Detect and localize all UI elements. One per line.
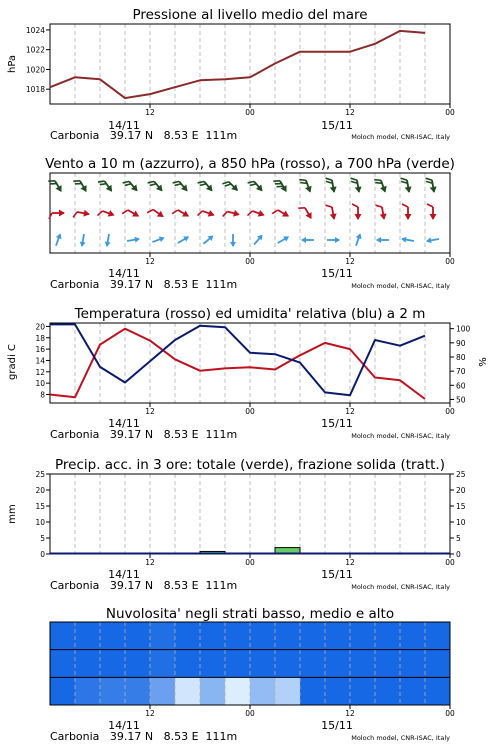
wind-barb <box>122 205 141 221</box>
y-tick-label: 1022 <box>25 45 45 55</box>
wind-barb <box>353 232 363 246</box>
cloud-cell <box>225 677 251 705</box>
wind-arrow-head <box>55 185 64 194</box>
wind-arrow-head <box>305 212 314 221</box>
wind-arrow-head <box>380 186 389 194</box>
cloud-cell <box>50 622 76 650</box>
cloud-cell <box>325 650 351 678</box>
y-tick-label: 18 <box>35 333 45 343</box>
cloud-cell <box>300 622 326 650</box>
wind-barb <box>172 205 191 221</box>
y-axis-label: hPa <box>7 54 18 74</box>
y-tick-label: 1020 <box>25 65 45 75</box>
wind-barb <box>376 237 389 243</box>
x-tick-label: 12 <box>145 709 155 718</box>
cloud-cell <box>175 650 201 678</box>
wind-barb <box>376 204 388 221</box>
credit-label: Moloch model, CNR-ISAC, Italy <box>351 583 450 591</box>
wind-barb <box>299 176 313 194</box>
credit-label: Moloch model, CNR-ISAC, Italy <box>351 282 450 290</box>
location-label: Carbonia 39.17 N 8.53 E 111m <box>50 579 238 592</box>
location-label: Carbonia 39.17 N 8.53 E 111m <box>50 278 238 291</box>
wind-arrow-head <box>426 237 432 244</box>
wind-arrow-head <box>79 241 86 247</box>
x-tick-label: 12 <box>145 407 155 416</box>
x-tick-label: 12 <box>145 558 155 567</box>
cloud-cell <box>400 650 426 678</box>
pressure-line <box>50 31 425 98</box>
cloud-cell <box>250 677 276 705</box>
x-tick-label: 12 <box>345 257 355 266</box>
day-label: 14/11 <box>108 719 140 732</box>
y-tick-label: 15 <box>35 502 45 511</box>
y-tick-label-right: 100 <box>456 324 471 334</box>
wind-barb-feather <box>352 204 358 207</box>
x-tick-label: 00 <box>245 407 255 416</box>
wind-arrow-head <box>182 210 191 219</box>
panel-precipitation <box>7 457 466 592</box>
wind-barb <box>127 236 141 244</box>
wind-barb-feather <box>376 204 382 208</box>
wind-barb <box>123 177 141 195</box>
wind-barb-feather <box>298 205 305 211</box>
cloud-cell <box>250 650 276 678</box>
cloud-cell <box>325 622 351 650</box>
wind-barb <box>374 176 388 194</box>
x-tick-label: 00 <box>445 407 455 416</box>
y-axis-label-right: % <box>478 357 489 367</box>
day-label: 15/11 <box>321 119 353 132</box>
day-label: 14/11 <box>108 568 140 581</box>
x-tick-label: 12 <box>145 257 155 266</box>
x-tick-label: 00 <box>245 108 255 117</box>
wind-barb <box>402 204 412 220</box>
panel-title: Nuvolosita' negli strati basso, medio e alto <box>105 606 395 622</box>
wind-arrow-head <box>405 186 413 193</box>
location-label: Carbonia 39.17 N 8.53 E 111m <box>50 129 238 142</box>
y-tick-label-right: 90 <box>456 338 466 348</box>
wind-arrow-head <box>56 232 63 239</box>
wind-barb <box>73 208 90 220</box>
day-label: 15/11 <box>321 568 353 581</box>
wind-barb-feather <box>402 204 408 207</box>
x-tick-label: 00 <box>245 709 255 718</box>
cloud-cell <box>350 650 376 678</box>
cloud-cell <box>425 622 451 650</box>
x-tick-label: 00 <box>445 709 455 718</box>
wind-barb <box>426 177 438 194</box>
wind-arrow-head <box>335 237 340 243</box>
wind-arrow-head <box>301 237 306 243</box>
cloud-cell <box>150 677 176 705</box>
wind-barb <box>201 233 215 246</box>
wind-barb <box>73 176 89 195</box>
x-tick-label: 12 <box>345 709 355 718</box>
day-label: 15/11 <box>321 417 353 430</box>
wind-barb <box>248 177 266 195</box>
day-label: 14/11 <box>108 267 140 280</box>
wind-barb <box>148 177 166 195</box>
wind-barb <box>426 236 440 244</box>
wind-arrow-head <box>376 237 381 243</box>
cloud-cell <box>200 677 226 705</box>
cloud-cell <box>75 622 101 650</box>
cloud-cell <box>175 622 201 650</box>
y-axis-label: gradi C <box>7 344 18 380</box>
panel-temperature-humidity <box>7 306 489 441</box>
y-tick-label-right: 0 <box>456 550 461 559</box>
x-tick-label: 12 <box>345 108 355 117</box>
wind-arrow-head <box>356 232 363 239</box>
wind-barb <box>298 203 314 222</box>
credit-label: Moloch model, CNR-ISAC, Italy <box>351 734 450 742</box>
cloud-cell <box>175 677 201 705</box>
panel-wind <box>45 156 455 291</box>
cloud-cell <box>150 650 176 678</box>
cloud-cell <box>50 650 76 678</box>
y-tick-label: 8 <box>40 390 45 400</box>
credit-label: Moloch model, CNR-ISAC, Italy <box>351 432 450 440</box>
wind-barb <box>273 176 289 195</box>
wind-arrow-head <box>80 185 89 194</box>
wind-barb <box>351 177 363 194</box>
wind-barb <box>326 204 338 221</box>
wind-barb <box>147 205 166 222</box>
wind-arrow-head <box>401 236 407 243</box>
wind-barb <box>401 177 413 194</box>
cloud-cell <box>125 622 151 650</box>
wind-barb-feather <box>426 177 432 181</box>
wind-barb <box>198 177 216 195</box>
wind-arrow-head <box>330 213 338 220</box>
panel-title: Precip. acc. in 3 ore: totale (verde), frazione solida (tratt.) <box>55 457 445 473</box>
wind-arrow-head <box>208 210 216 219</box>
wind-barb <box>326 177 338 194</box>
cloud-cell <box>125 677 151 705</box>
y-tick-label: 0 <box>40 550 45 559</box>
y-tick-label: 25 <box>35 470 45 479</box>
wind-barb <box>49 210 65 220</box>
wind-barb <box>98 177 115 196</box>
cloud-cell <box>375 622 401 650</box>
cloud-cell <box>350 677 376 705</box>
location-label: Carbonia 39.17 N 8.53 E 111m <box>50 730 238 743</box>
x-tick-label: 12 <box>345 558 355 567</box>
panel-title: Pressione al livello medio del mare <box>132 7 368 23</box>
cloud-cell <box>275 677 301 705</box>
cloud-cell <box>150 622 176 650</box>
wind-barb <box>401 236 415 244</box>
wind-barb <box>104 234 112 248</box>
x-tick-label: 00 <box>245 257 255 266</box>
cloud-cell <box>250 622 276 650</box>
cloud-cell <box>200 622 226 650</box>
cloud-cell <box>225 650 251 678</box>
wind-arrow-head <box>159 235 166 242</box>
y-tick-label-right: 60 <box>456 381 466 391</box>
wind-barb <box>427 204 437 220</box>
y-tick-label: 5 <box>40 534 45 543</box>
wind-arrow-head <box>104 241 111 247</box>
wind-barb <box>222 177 240 195</box>
y-tick-label: 12 <box>35 367 45 377</box>
humidity-line <box>50 324 425 395</box>
wind-barb <box>176 234 190 246</box>
wind-barb <box>352 204 362 220</box>
wind-barb <box>252 233 265 247</box>
wind-arrow-head <box>230 242 236 247</box>
x-tick-label: 00 <box>445 257 455 266</box>
y-tick-label-right: 5 <box>456 534 461 543</box>
wind-arrow-head <box>108 210 116 219</box>
wind-barb-feather <box>427 204 433 207</box>
cloud-cell <box>300 677 326 705</box>
cloud-cell <box>400 622 426 650</box>
y-tick-label-right: 25 <box>456 470 466 479</box>
y-tick-label-right: 15 <box>456 502 466 511</box>
cloud-cell <box>50 677 76 705</box>
wind-barb-feather <box>326 177 332 181</box>
y-tick-label: 1018 <box>25 85 45 95</box>
wind-arrow-head <box>59 210 65 217</box>
cloud-cell <box>300 650 326 678</box>
cloud-cell <box>275 650 301 678</box>
wind-barb <box>276 234 290 246</box>
y-tick-label: 14 <box>35 356 45 366</box>
cloud-cell <box>100 650 126 678</box>
cloud-cell <box>375 650 401 678</box>
wind-barb <box>151 235 165 245</box>
cloud-cell <box>100 622 126 650</box>
cloud-cell <box>75 677 101 705</box>
cloud-cell <box>400 677 426 705</box>
cloud-cell <box>425 677 451 705</box>
y-tick-label: 10 <box>35 518 45 527</box>
wind-barb-feather <box>351 177 357 181</box>
cloud-cell <box>325 677 351 705</box>
wind-arrow-head <box>330 186 338 193</box>
x-tick-label: 00 <box>245 558 255 567</box>
credit-label: Moloch model, CNR-ISAC, Italy <box>351 133 450 141</box>
y-tick-label-right: 20 <box>456 486 466 495</box>
x-tick-label: 00 <box>445 558 455 567</box>
wind-arrow-head <box>233 210 241 218</box>
cloud-cell <box>425 650 451 678</box>
wind-arrow-head <box>430 186 438 193</box>
plot-frame <box>50 323 450 403</box>
y-tick-label-right: 70 <box>456 367 466 377</box>
y-tick-label: 16 <box>35 345 45 355</box>
day-label: 14/11 <box>108 417 140 430</box>
day-label: 14/11 <box>108 119 140 132</box>
wind-arrow-head <box>283 234 290 242</box>
wind-arrow-head <box>134 236 140 243</box>
cloud-cell <box>350 622 376 650</box>
wind-arrow-head <box>430 214 437 220</box>
x-tick-label: 00 <box>445 108 455 117</box>
wind-arrow-head <box>183 234 190 242</box>
wind-barb <box>173 177 191 195</box>
y-tick-label: 10 <box>35 379 45 389</box>
wind-barb-feather <box>401 177 407 181</box>
panel-title: Vento a 10 m (azzurro), a 850 hPa (rosso), a 700 hPa (verde) <box>45 156 455 172</box>
plot-frame <box>50 474 450 554</box>
wind-barb <box>327 237 340 243</box>
cloud-cell <box>275 622 301 650</box>
y-tick-label-right: 10 <box>456 518 466 527</box>
y-tick-label-right: 50 <box>456 395 466 405</box>
wind-barb <box>272 205 291 221</box>
cloud-cell <box>225 622 251 650</box>
cloud-cell <box>375 677 401 705</box>
day-label: 15/11 <box>321 719 353 732</box>
cloud-cell <box>75 650 101 678</box>
panel-title: Temperatura (rosso) ed umidita' relativa (blu) a 2 m <box>74 306 426 322</box>
x-tick-label: 12 <box>145 108 155 117</box>
wind-barb-feather <box>326 204 332 208</box>
cloud-cell <box>125 650 151 678</box>
cloud-cell <box>200 650 226 678</box>
day-label: 15/11 <box>321 267 353 280</box>
wind-arrow-head <box>132 210 141 219</box>
wind-arrow-head <box>355 186 363 193</box>
wind-barb <box>79 234 87 248</box>
wind-arrow-head <box>305 186 314 194</box>
wind-barb <box>230 234 236 247</box>
wind-arrow-head <box>380 213 388 220</box>
wind-barb <box>48 176 64 195</box>
wind-arrow-head <box>258 210 266 219</box>
wind-barb <box>223 207 241 220</box>
y-tick-label: 1024 <box>25 25 45 35</box>
location-label: Carbonia 39.17 N 8.53 E 111m <box>50 428 238 441</box>
y-tick-label: 20 <box>35 322 45 332</box>
panel-pressure <box>7 7 455 142</box>
y-axis-label: mm <box>7 504 18 524</box>
wind-arrow-head <box>83 210 90 218</box>
x-tick-label: 12 <box>345 407 355 416</box>
panel-cloud-cover <box>50 606 455 743</box>
wind-arrow-head <box>405 214 412 220</box>
y-tick-label: 20 <box>35 486 45 495</box>
wind-arrow-head <box>355 214 362 220</box>
wind-barb <box>53 232 63 246</box>
wind-barb <box>301 237 314 243</box>
wind-arrow-head <box>282 210 291 219</box>
y-tick-label-right: 80 <box>456 352 466 362</box>
cloud-cell <box>100 677 126 705</box>
